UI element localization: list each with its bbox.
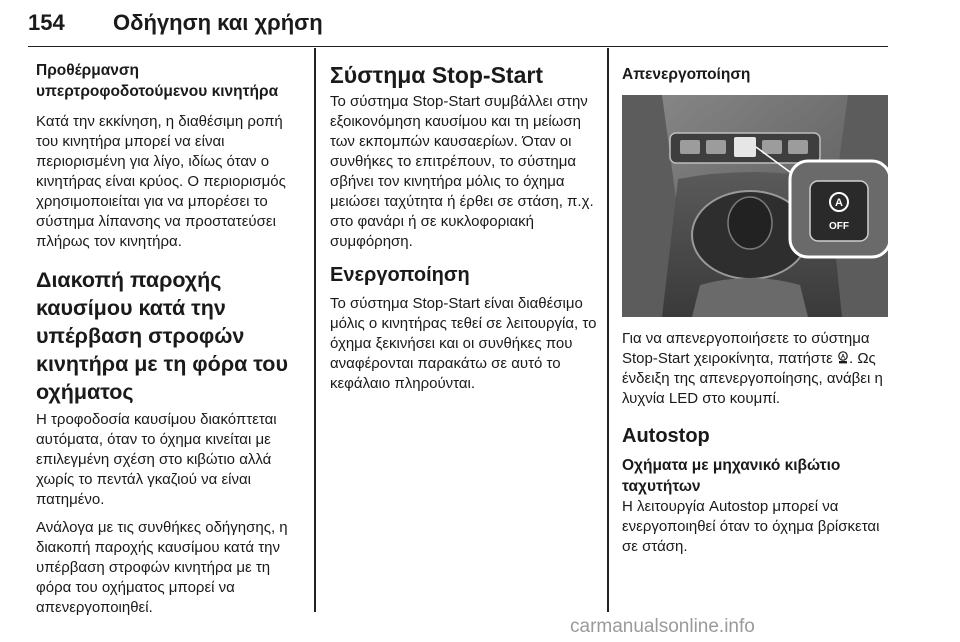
auto-stop-off-icon	[837, 351, 849, 364]
column-left	[36, 60, 302, 618]
svg-text:A: A	[835, 197, 843, 209]
paragraph-deactivation	[622, 329, 888, 409]
paragraph-fuel-cutoff-1: Η τροφοδοσία καυσίμου διακόπτεται αυτόματα, όταν το όχημα κινείται με επιλεγμένη σχέση στο κιβώτιο αλλά χωρίς το πεντάλ γκαζιού να είναι πατημένο.	[36, 411, 277, 508]
watermark: carmanualsonline.info	[570, 616, 755, 637]
paragraph-autostop: Η λειτουργία Autostop μπορεί να ενεργοποιηθεί όταν το όχημα βρίσκεται σε στάση.	[622, 498, 880, 555]
section-heading-fuel-cutoff: Διακοπή παροχής καυσίμου κατά την υπέρβαση στροφών κινητήρα με τη φόρα του οχήματος	[36, 268, 288, 404]
paragraph-fuel-cutoff-2: Ανάλογα με τις συνθήκες οδήγησης, η διακοπή παροχής καυσίμου κατά την υπέρβαση στροφών κινητήρα με τη φόρα του οχήματος μπορεί να απενεργοποιηθεί.	[36, 519, 288, 616]
paragraph-stop-start-intro: Το σύστημα Stop-Start συμβάλλει στην εξοικονόμηση καυσίμου και τη μείωση των εκπομπών καυσαερίων. Όταν οι συνθήκες το επιτρέπουν, το σύστημα σβήνει τον κινητήρα μόλις το όχημα μειώσει ταχύτητα ή έρθει σε στάση, π.χ. στο φανάρι ή σε κυκλοφοριακή συμφόρηση.	[330, 93, 594, 250]
deactivation-text-start: Για να απενεργοποιήσετε το σύστημα Stop-Start χειροκίνητα, πατήστε	[622, 330, 870, 367]
subheading-manual-transmission: Οχήματα με μηχανικό κιβώτιο ταχυτήτων	[622, 457, 841, 495]
column-right	[622, 60, 888, 557]
page-number: 154	[28, 10, 65, 35]
column-divider	[607, 48, 609, 612]
off-label: OFF	[829, 221, 849, 232]
section-heading-activation: Ενεργοποίηση	[330, 264, 470, 286]
section-heading-deactivation: Απενεργοποίηση	[622, 66, 751, 83]
section-heading-turbo-warmup: Προθέρμανση υπερτροφοδοτούμενου κινητήρα	[36, 62, 279, 100]
paragraph-activation: Το σύστημα Stop-Start είναι διαθέσιμο μόλις ο κινητήρας τεθεί σε λειτουργία, το όχημα ξεκινήσει και οι συνθήκες που αναφέρονται παρακάτω σε αυτό το κεφάλαιο πληρούνται.	[330, 295, 597, 392]
page-header	[28, 6, 888, 47]
section-heading-autostop: Autostop	[622, 425, 710, 447]
section-title-stop-start: Σύστημα Stop-Start	[330, 62, 543, 88]
svg-text:A: A	[840, 354, 846, 361]
chapter-title: Οδήγηση και χρήση	[113, 10, 323, 35]
console-illustration	[622, 95, 888, 317]
paragraph-turbo-warmup: Κατά την εκκίνηση, η διαθέσιμη ροπή του κινητήρα μπορεί να είναι περιορισμένη για λίγο, ιδίως όταν ο κινητήρας είναι κρύος. Ο περιορισμός χρησιμοποιείται για να μπορέσει το σύστημα λίπανσης να προστατεύσει πλήρως τον κινητήρα.	[36, 113, 286, 250]
stop-start-button-illustration	[622, 95, 888, 317]
column-middle	[330, 60, 598, 394]
deactivation-text-end: . Ως ένδειξη της απενεργοποίησης, ανάβει η λυχνία LED στο κουμπί.	[622, 350, 883, 407]
column-divider	[314, 48, 316, 612]
